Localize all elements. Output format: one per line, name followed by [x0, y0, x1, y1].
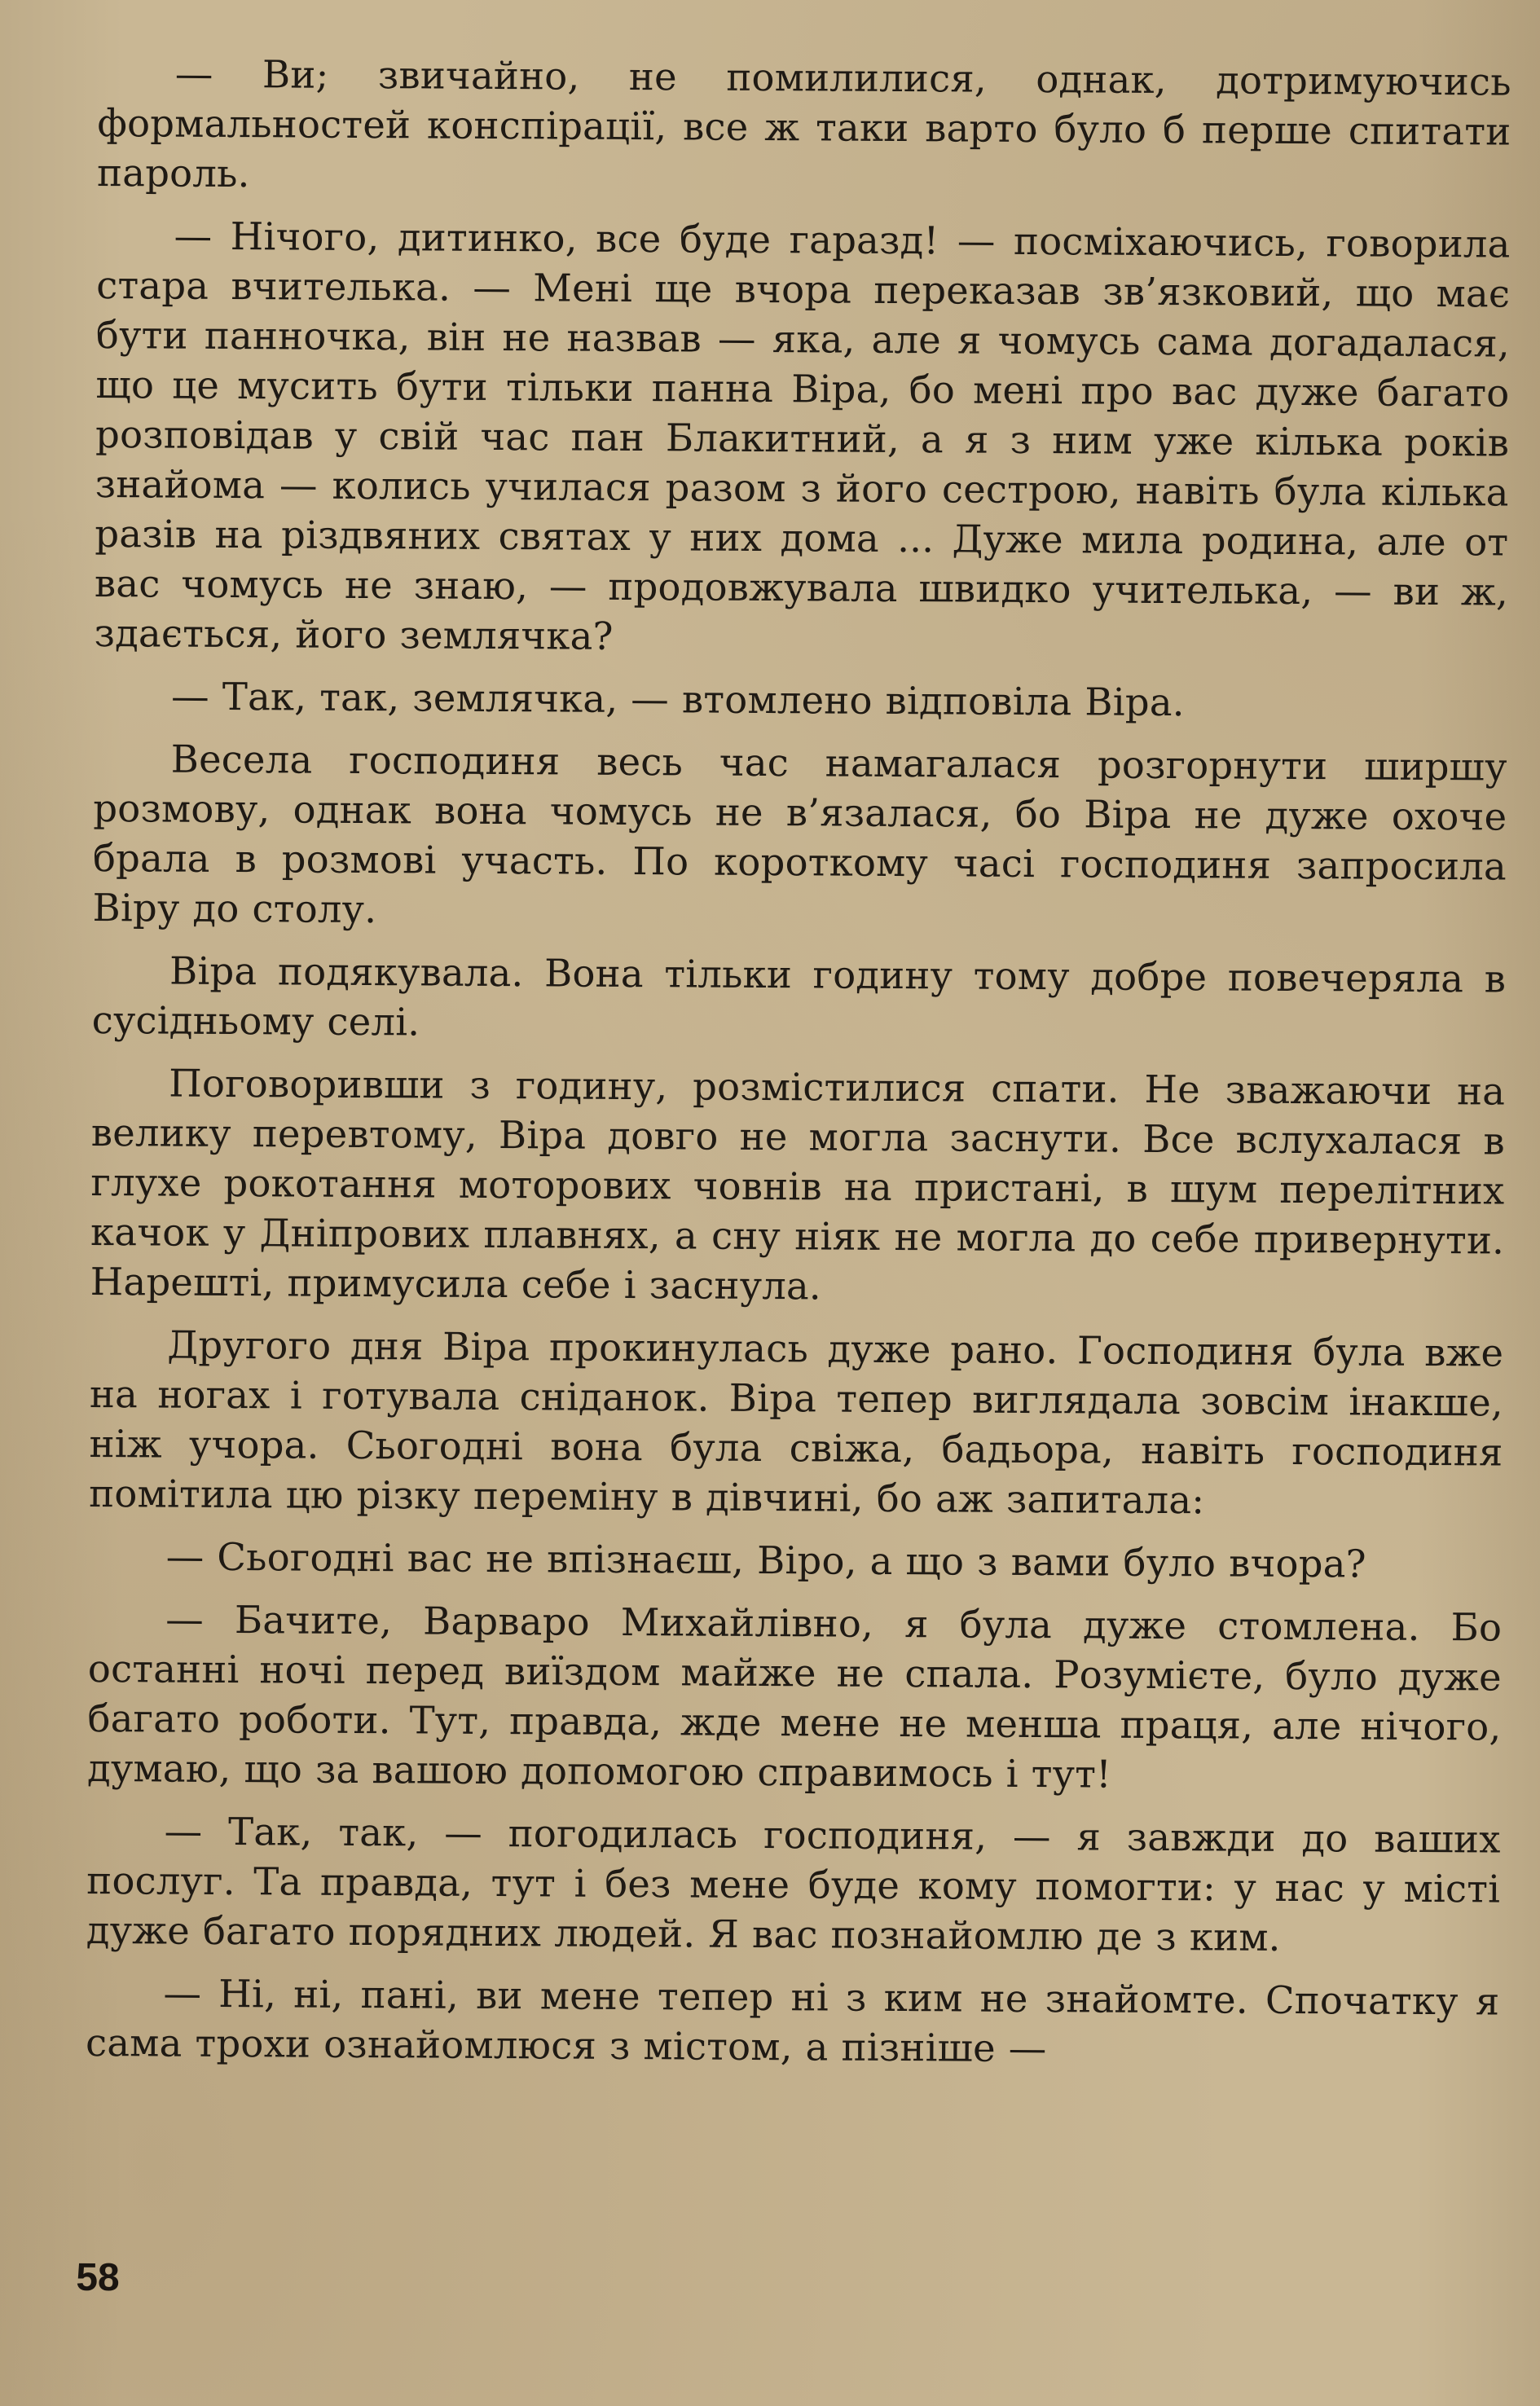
paragraph: — Так, так, — погодилась господиня, — я завжди до ваших послуг. Та правда, тут і без мене буде кому помогти: у нас у місті дуже багато порядних людей. Я вас познайомлю де з ким.	[86, 1809, 1501, 1960]
paragraph: — Нічого, дитинко, все буде гаразд! — посміхаючись, говорила стара вчителька. — Мені ще вчора переказав зв’язковий, що має бути панночка, він не назвав — яка, але я чомусь сама догадалася, що це мусить бути тільки панна Віра, бо мені про вас дуже багато розповідав у свій час пан Блакитний, а я з ним уже кілька років знайома — колись училася разом з його сестрою, навіть була кілька разів на різдвяних святах у них дома ... Дуже мила родина, але от вас чомусь не знаю, — продовжувала швидко учителька, — ви ж, здається, його землячка?	[94, 213, 1511, 658]
page-number: 58	[76, 2255, 120, 2300]
paragraph: — Бачите, Варваро Михайлівно, я була дуже стомлена. Бо останні ночі перед виїздом майже не спала. Розумієте, було дуже багато роботи. Тут, правда, жде мене не менша праця, але нічого, думаю, що за вашою допомогою справимось і тут!	[86, 1597, 1503, 1797]
paragraph: Другого дня Віра прокинулась дуже рано. Господиня була вже на ногах і готувала сніданок. Віра тепер виглядала зовсім інакше, ніж учора. Сьогодні вона була свіжа, бадьора, навіть господиня помітила цю різку переміну в дівчині, бо аж запитала:	[89, 1322, 1504, 1523]
paragraph: Віра подякувала. Вона тільки годину тому добре повечеряла в сусідньому селі.	[91, 948, 1507, 1045]
paragraph: — Сьогодні вас не впізнаєш, Віро, а що з вами було вчора?	[165, 1534, 1366, 1586]
paragraph: Весела господиня весь час намагалася розгорнути ширшу розмову, однак вона чомусь не в’язалася, бо Віра не дуже охоче брала в розмові участь. По короткому часі господиня запросила Віру до столу.	[92, 737, 1507, 932]
book-page	[76, 49, 1511, 2339]
paragraph: Поговоривши з годину, розмістилися спати. Не зважаючи на велику перевтому, Віра довго не могла заснути. Все вслухалася в глухе рокотання моторових човнів на пристані, в шум перелітних качок у Дніпрових плавнях, а сну ніяк не могла до себе привернути. Нарешті, примусила себе і заснула.	[90, 1061, 1506, 1309]
paragraph: — Так, так, землячка, — втомлено відповіла Віра.	[170, 674, 1185, 725]
paragraph: — Ви; звичайно, не помилилися, однак, дотримуючись формальностей конспірації, все ж таки варто було б перше спитати пароль.	[96, 51, 1511, 196]
paragraph: — Ні, ні, пані, ви мене тепер ні з ким не знайомте. Спочатку я сама трохи ознайомлюся з містом, а пізніше —	[85, 1971, 1500, 2071]
body-text	[86, 49, 1511, 2077]
